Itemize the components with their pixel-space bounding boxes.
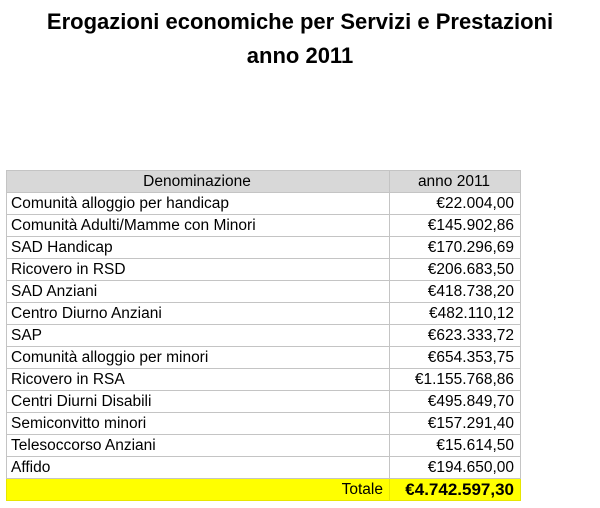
row-name: Centro Diurno Anziani: [7, 303, 390, 325]
table-header-row: [7, 171, 521, 193]
row-value: €157.291,40: [390, 413, 521, 435]
row-name: Centri Diurni Disabili: [7, 391, 390, 413]
row-value: €22.004,00: [390, 193, 521, 215]
total-label: Totale: [7, 479, 390, 501]
row-value: €145.902,86: [390, 215, 521, 237]
table-row: [7, 347, 521, 369]
total-row: [7, 479, 521, 501]
row-value: €623.333,72: [390, 325, 521, 347]
table-row: [7, 457, 521, 479]
table-row: [7, 281, 521, 303]
row-value: €15.614,50: [390, 435, 521, 457]
column-header-denominazione: Denominazione: [7, 171, 390, 193]
table-row: [7, 325, 521, 347]
row-name: SAD Handicap: [7, 237, 390, 259]
table-row: [7, 303, 521, 325]
row-name: Comunità Adulti/Mamme con Minori: [7, 215, 390, 237]
table-row: [7, 391, 521, 413]
row-name: Comunità alloggio per minori: [7, 347, 390, 369]
row-name: SAD Anziani: [7, 281, 390, 303]
table-row: [7, 215, 521, 237]
row-name: Ricovero in RSD: [7, 259, 390, 281]
page-subtitle: anno 2011: [246, 43, 354, 68]
row-name: Telesoccorso Anziani: [7, 435, 390, 457]
table-row: [7, 259, 521, 281]
total-value: €4.742.597,30: [390, 479, 521, 501]
row-value: €482.110,12: [390, 303, 521, 325]
table-row: [7, 369, 521, 391]
table-row: [7, 413, 521, 435]
row-value: €170.296,69: [390, 237, 521, 259]
row-value: €206.683,50: [390, 259, 521, 281]
table-row: [7, 237, 521, 259]
row-value: €495.849,70: [390, 391, 521, 413]
data-table: [6, 170, 521, 501]
row-value: €654.353,75: [390, 347, 521, 369]
row-name: Semiconvitto minori: [7, 413, 390, 435]
column-header-anno: anno 2011: [390, 171, 521, 193]
page-title: Erogazioni economiche per Servizi e Prestazioni: [46, 9, 554, 34]
row-name: Ricovero in RSA: [7, 369, 390, 391]
row-name: Affido: [7, 457, 390, 479]
row-name: SAP: [7, 325, 390, 347]
row-name: Comunità alloggio per handicap: [7, 193, 390, 215]
table-body: [7, 193, 521, 501]
table-row: [7, 193, 521, 215]
table-row: [7, 435, 521, 457]
row-value: €418.738,20: [390, 281, 521, 303]
row-value: €194.650,00: [390, 457, 521, 479]
row-value: €1.155.768,86: [390, 369, 521, 391]
